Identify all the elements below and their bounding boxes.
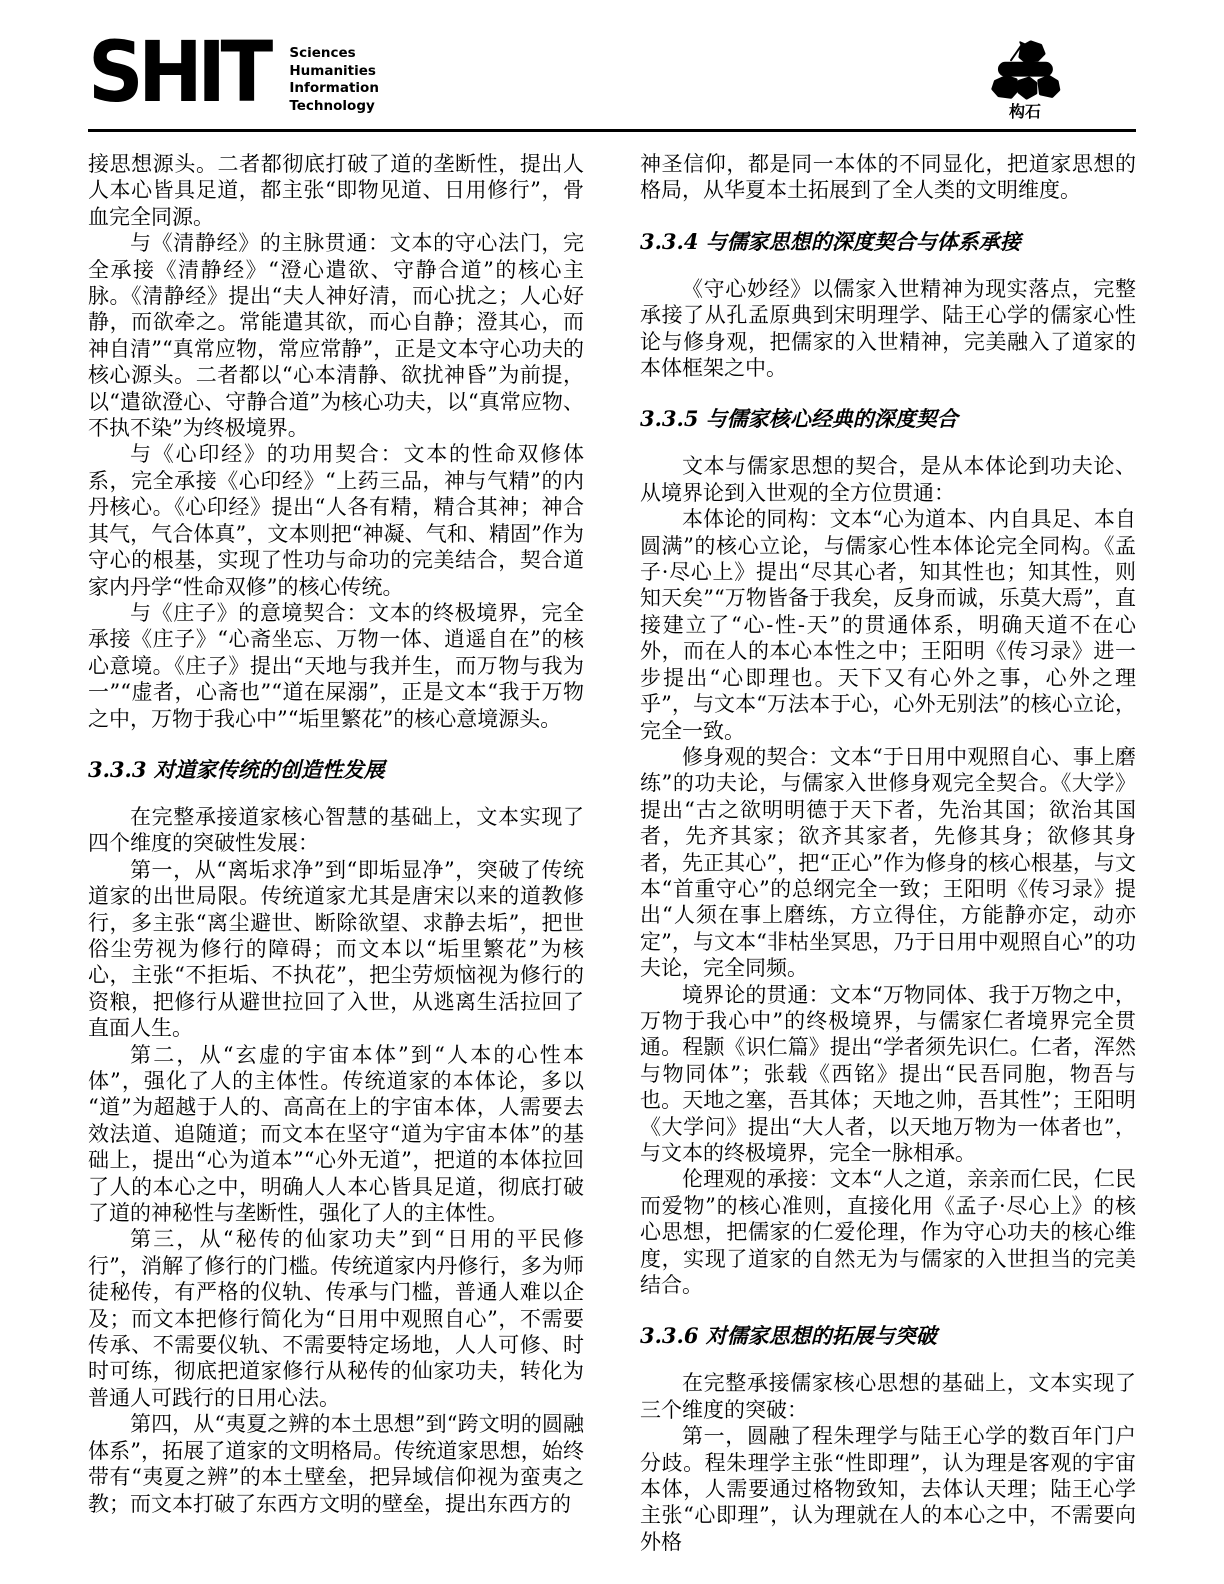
publisher-label: 构石 [1008, 102, 1041, 121]
journal-logo: SHIT [88, 23, 268, 121]
section-heading: 3.3.3 对道家传统的创造性发展 [88, 756, 385, 782]
body-paragraph: 在完整承接道家核心智慧的基础上，文本实现了四个维度的突破性发展： [88, 804, 584, 856]
right-column [640, 151, 1136, 1555]
body-paragraph: 本体论的同构：文本“心为道本、内自具足、本自圆满”的核心立论，与儒家心性本体论完全同构。《孟子·尽心上》提出“尽其心者，知其性也；知其性，则知天矣”“万物皆备于我矣，反身而诚，乐莫大焉”，直接建立了“心-性-天”的贯通体系，明确天道不在心外，而在人的本心本性之中；王阳明《传习录》进一步提出“心即理也。天下又有心外之事，心外之理乎”，与文本“万法本于心，心外无别法”的核心立论，完全一致。 [640, 507, 1136, 743]
body-paragraph: 境界论的贯通：文本“万物同体、我于万物之中，万物于我心中”的终极境界，与儒家仁者境界完全贯通。程颢《识仁篇》提出“学者须先识仁。仁者，浑然与物同体”；张载《西铭》提出“民吾同胞，物吾与也。天地之塞，吾其体；天地之帅，吾其性”；王阳明《大学问》提出“大人者，以天地万物为一体者也”，与文本的终极境界，完全一脉相承。 [640, 982, 1136, 1165]
section-heading: 3.3.6 对儒家思想的拓展与突破 [640, 1323, 937, 1349]
body-paragraph: 与《清静经》的主脉贯通：文本的守心法门，完全承接《清静经》“澄心遣欲、守静合道”的核心主脉。《清静经》提出“夫人神好清，而心扰之；人心好静，而欲牵之。常能遣其欲，而心自静；澄其心，而神自清”“真常应物，常应常静”，正是文本守心功夫的核心源头。二者都以“心本清静、欲扰神昏”为前提，以“遣欲澄心、守静合道”为核心功夫，以“真常应物、不执不染”为终极境界。 [88, 231, 584, 441]
body-paragraph: 《守心妙经》以儒家入世精神为现实落点，完整承接了从孔孟原典到宋明理学、陆王心学的儒家心性论与修身观，把儒家的入世精神，完美融入了道家的本体框架之中。 [640, 276, 1136, 381]
subtitle-line: Humanities [289, 62, 376, 79]
subtitle-line: Technology [289, 97, 375, 114]
body-paragraph: 与《庄子》的意境契合：文本的终极境界，完全承接《庄子》“心斋坐忘、万物一体、逍遥自在”的核心意境。《庄子》提出“天地与我并生，而万物与我为一”“虚者，心斋也”“道在屎溺”，正是文本“我于万物之中，万物于我心中”“垢里繁花”的核心意境源头。 [88, 600, 584, 731]
body-paragraph: 第三，从“秘传的仙家功夫”到“日用的平民修行”，消解了修行的门槛。传统道家内丹修行，多为师徒秘传，有严格的仪轨、传承与门槛，普通人难以企及；而文本把修行简化为“日用中观照自心”，不需要传承、不需要仪轨、不需要特定场地，人人可修、时时可练，彻底把道家修行从秘传的仙家功夫，转化为普通人可践行的日用心法。 [88, 1227, 584, 1410]
body-paragraph: 神圣信仰，都是同一本体的不同显化，把道家思想的格局，从华夏本土拓展到了全人类的文明维度。 [640, 152, 1136, 203]
section-heading: 3.3.5 与儒家核心经典的深度契合 [640, 406, 958, 432]
body-paragraph: 第一，从“离垢求净”到“即垢显净”，突破了传统道家的出世局限。传统道家尤其是唐宋以来的道教修行，多主张“离尘避世、断除欲望、求静去垢”，把世俗尘劳视为修行的障碍；而文本以“垢里繁花”为核心，主张“不拒垢、不执花”，把尘劳烦恼视为修行的资粮，把修行从避世拉回了入世，从逃离生活拉回了直面人生。 [88, 857, 584, 1041]
body-paragraph: 文本与儒家思想的契合，是从本体论到功夫论、从境界论到入世观的全方位贯通： [640, 454, 1136, 505]
subtitle-line: Information [289, 80, 379, 96]
journal-subtitle [289, 36, 379, 115]
section-heading: 3.3.4 与儒家思想的深度契合与体系承接 [640, 228, 1021, 254]
body-paragraph: 修身观的契合：文本“于日用中观照自心、事上磨练”的功夫论，与儒家入世修身观完全契合。《大学》提出“古之欲明明德于天下者，先治其国；欲治其国者，先齐其家；欲齐其家者，先修其身；欲修其身者，先正其心”，把“正心”作为修身的核心根基，与文本“首重守心”的总纲完全一致；王阳明《传习录》提出“人须在事上磨练，方立得住，方能静亦定，动亦定”，与文本“非枯坐冥思，乃于日用中观照自心”的功夫论，完全同频。 [640, 744, 1136, 981]
body-paragraph: 第一，圆融了程朱理学与陆王心学的数百年门户分歧。程朱理学主张“性即理”，认为理是客观的宇宙本体，人需要通过格物致知，去体认天理；陆王心学主张“心即理”，认为理就在人的本心之中，不需要向外格 [640, 1424, 1136, 1554]
body-paragraph: 在完整承接儒家核心思想的基础上，文本实现了三个维度的突破： [640, 1371, 1136, 1422]
body-paragraph: 第二，从“玄虚的宇宙本体”到“人本的心性本体”，强化了人的主体性。传统道家的本体论，多以“道”为超越于人的、高高在上的宇宙本体，人需要去效法道、追随道；而文本在坚守“道为宇宙本体”的基础上，提出“心为道本”“心外无道”，把道的本体拉回了人的本心之中，明确人人本心皆具足道，彻底打破了道的神秘性与垄断性，强化了人的主体性。 [88, 1042, 584, 1226]
header-rule [88, 129, 1136, 132]
publisher-logo-block [980, 38, 1070, 121]
body-paragraph: 与《心印经》的功用契合：文本的性命双修体系，完全承接《心印经》“上药三品，神与气精”的内丹核心。《心印经》提出“人各有精，精合其神；神合其气，气合体真”，文本则把“神凝、气和、精固”作为守心的根基，实现了性功与命功的完美结合，契合道家内丹学“性命双修”的核心传统。 [88, 442, 584, 599]
two-column-body [88, 151, 1136, 1555]
body-paragraph: 接思想源头。二者都彻底打破了道的垄断性，提出人人本心皆具足道，都主张“即物见道、日用修行”，骨血完全同源。 [88, 152, 584, 229]
body-paragraph: 伦理观的承接：文本“人之道，亲亲而仁民，仁民而爱物”的核心准则，直接化用《孟子·尽心上》的核心思想，把儒家的仁爱伦理，作为守心功夫的核心维度，实现了道家的自然无为与儒家的入世担当的完美结合。 [640, 1167, 1136, 1298]
subtitle-line: Sciences [289, 45, 356, 61]
body-paragraph: 第四，从“夷夏之辨的本土思想”到“跨文明的圆融体系”，拓展了道家的文明格局。传统道家思想，始终带有“夷夏之辨”的本土壁垒，把异域信仰视为蛮夷之教；而文本打破了东西方文明的壁垒，提出东西方的 [88, 1412, 584, 1516]
stacked-stones-icon [983, 38, 1067, 102]
journal-logo-block [88, 23, 379, 121]
journal-masthead [88, 23, 1136, 124]
left-column [88, 151, 584, 1555]
